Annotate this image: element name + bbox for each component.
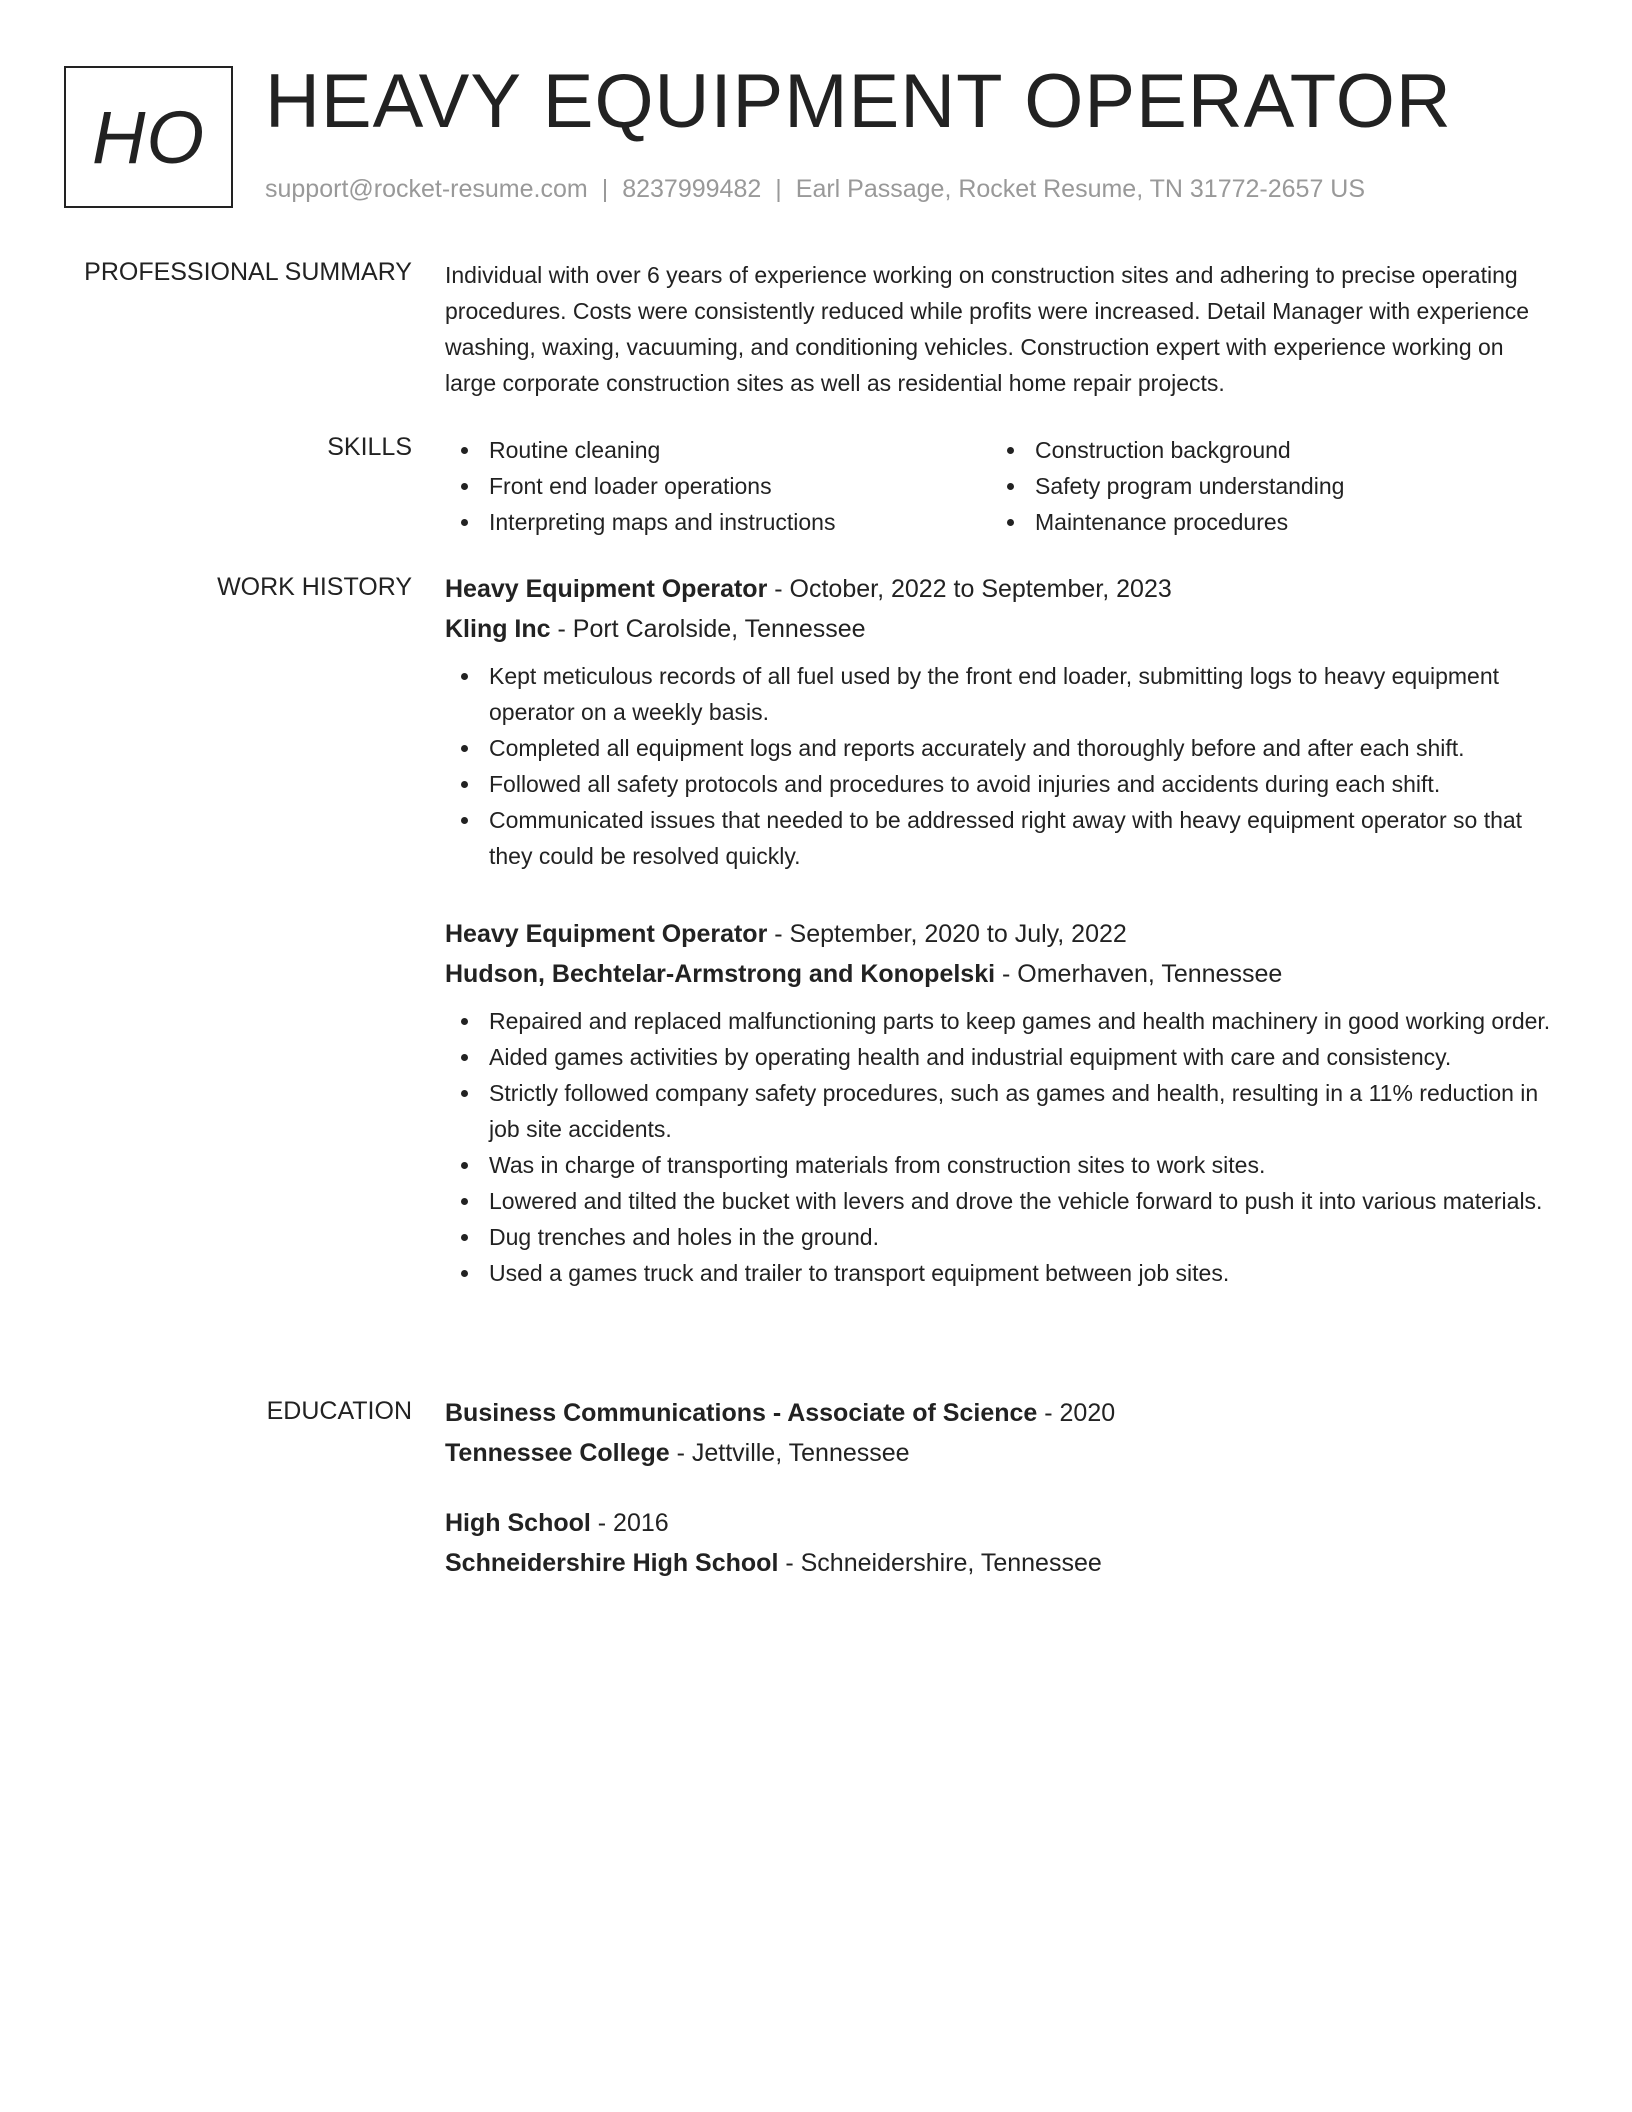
contact-phone: 8237999482 — [622, 175, 762, 203]
summary-text: Individual with over 6 years of experience working on construction sites and adhering to precise operating procedures. Costs were consistently reduced while profits were increased. Detail Manager with experience washing, waxing, vacuuming, and conditioning vehicles. Construction expert with experience working on large corporate construction sites as well as residential home repair projects. — [445, 262, 1530, 396]
skill-item: Construction background — [991, 432, 1537, 468]
job-duty: Followed all safety protocols and procedures to avoid injuries and accidents during each shift. — [445, 766, 1555, 802]
job-duty: Strictly followed company safety procedures, such as games and health, resulting in a 11% reduction in job site accidents. — [445, 1075, 1555, 1147]
job-location: Omerhaven, Tennessee — [1017, 960, 1283, 988]
job-duty: Lowered and tilted the bucket with levers and drove the vehicle forward to push it into various materials. — [445, 1183, 1555, 1219]
skill-item: Maintenance procedures — [991, 504, 1537, 540]
monogram-initials: HO — [92, 95, 205, 179]
job-duties — [445, 658, 1555, 874]
job-company-line — [445, 954, 1555, 994]
job-duty: Aided games activities by operating health and industrial equipment with care and consistency. — [445, 1039, 1555, 1075]
dash-separator: - — [1037, 1399, 1060, 1427]
education-entry — [445, 1503, 1555, 1583]
education-entry — [445, 1393, 1555, 1473]
page-title: HEAVY EQUIPMENT OPERATOR — [265, 59, 1452, 144]
dash-separator: - — [590, 1509, 614, 1537]
dash-separator: - — [767, 920, 790, 948]
job-company: Hudson, Bechtelar-Armstrong and Konopelski — [445, 960, 996, 988]
job-title-line — [445, 914, 1555, 954]
job-title: Heavy Equipment Operator — [445, 920, 768, 948]
skills-column-right — [991, 432, 1537, 540]
job-company-line — [445, 609, 1555, 649]
contact-separator: | — [775, 175, 782, 203]
education-school-line — [445, 1543, 1555, 1583]
education-school-line — [445, 1433, 1555, 1473]
job-dates: October, 2022 to September, 2023 — [789, 575, 1172, 603]
education-degree: Business Communications - Associate of Science — [445, 1399, 1038, 1427]
job-entry — [445, 914, 1555, 1291]
job-dates: September, 2020 to July, 2022 — [789, 920, 1127, 948]
education-location: Jettville, Tennessee — [691, 1439, 910, 1467]
skill-item: Routine cleaning — [445, 432, 991, 468]
section-label-summary: PROFESSIONAL SUMMARY — [84, 258, 412, 286]
job-company: Kling Inc — [445, 615, 551, 643]
job-title: Heavy Equipment Operator — [445, 575, 768, 603]
contact-email: support@rocket-resume.com — [265, 175, 588, 203]
contact-line — [265, 175, 1365, 204]
dash-separator: - — [550, 615, 573, 643]
job-entry — [445, 569, 1555, 874]
dash-separator: - — [767, 575, 790, 603]
job-location: Port Carolside, Tennessee — [572, 615, 866, 643]
skill-item: Safety program understanding — [991, 468, 1537, 504]
job-duty: Communicated issues that needed to be addressed right away with heavy equipment operator so that they could be resolved quickly. — [445, 802, 1555, 874]
job-duty: Kept meticulous records of all fuel used by the front end loader, submitting logs to heavy equipment operator on a weekly basis. — [445, 658, 1555, 730]
education-year: 2016 — [613, 1509, 669, 1537]
education-school: Schneidershire High School — [445, 1549, 779, 1577]
job-duty: Was in charge of transporting materials from construction sites to work sites. — [445, 1147, 1555, 1183]
job-duties — [445, 1003, 1555, 1291]
education-degree-line — [445, 1503, 1555, 1543]
section-label-skills: SKILLS — [327, 433, 412, 461]
dash-separator: - — [995, 960, 1018, 988]
dash-separator: - — [778, 1549, 801, 1577]
education-degree-line — [445, 1393, 1555, 1433]
job-duty: Completed all equipment logs and reports accurately and thoroughly before and after each shift. — [445, 730, 1555, 766]
job-duty: Used a games truck and trailer to transport equipment between job sites. — [445, 1255, 1555, 1291]
skill-item: Front end loader operations — [445, 468, 991, 504]
education-degree: High School — [445, 1509, 591, 1537]
dash-separator: - — [669, 1439, 692, 1467]
job-duty: Dug trenches and holes in the ground. — [445, 1219, 1555, 1255]
job-duty: Repaired and replaced malfunctioning parts to keep games and health machinery in good working order. — [445, 1003, 1555, 1039]
education-school: Tennessee College — [445, 1439, 670, 1467]
education-location: Schneidershire, Tennessee — [800, 1549, 1102, 1577]
monogram-box — [64, 66, 233, 208]
skill-item: Interpreting maps and instructions — [445, 504, 991, 540]
contact-address: Earl Passage, Rocket Resume, TN 31772-2657 US — [795, 175, 1366, 203]
job-title-line — [445, 569, 1555, 609]
skills-grid — [445, 432, 1555, 540]
skills-column-left — [445, 432, 991, 540]
section-label-education: EDUCATION — [266, 1397, 412, 1425]
education-year: 2020 — [1059, 1399, 1116, 1427]
contact-separator: | — [601, 175, 609, 203]
section-label-work-history: WORK HISTORY — [217, 573, 412, 601]
